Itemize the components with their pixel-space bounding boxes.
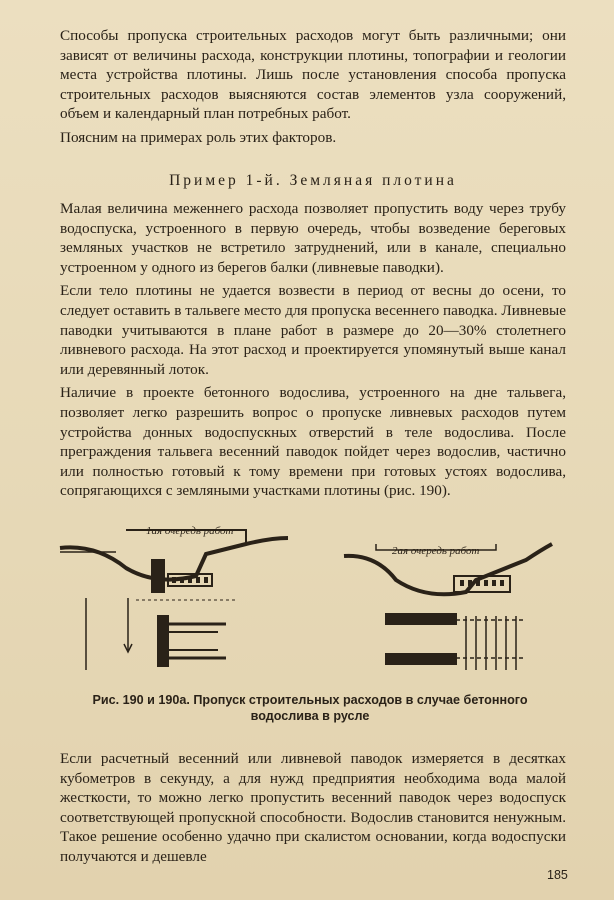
paragraph: Способы пропуска строительных расходов могут быть различными; они зависят от величины расхода, конструкции плотины, топографии и геологии места устройства плотины. Лишь после установления способа пропуска строительных расходов выясняются состав элементов узла сооружений, объем и календарный план потребных работ. [60,27,566,123]
figure-caption: Рис. 190 и 190а. Пропуск строительных расходов в случае бетонного водослива в русле [92,693,528,723]
figure-190 [56,520,556,690]
paragraph: Если тело плотины не удается возвести в период от весны до осени, то следует оставить в тальвеге место для пропуска весеннего паводка. Ливневые паводки учитываются в плане работ в размере до 20—30% столетнего ливневого расхода. На этот расход и проектируется упомянутый выше канал или деревянный лоток. [60,282,566,378]
example-text [60,199,566,505]
left-stage-label: 1ая очередь работ [146,525,234,537]
right-diagram [344,544,552,670]
page-number: 185 [547,868,568,882]
paragraph: Наличие в проекте бетонного водослива, устроенного на дне тальвега, позволяет легко разрешить вопрос о пропуске ливневых расходов путем устройства донных водоспускных отверстий в теле водослива. После преграждения тальвега весенний паводок пойдет через водослив, частично или полностью готовый к тому времени при готовых устоях водослива, сопрягающихся с земляными участками плотины (рис. 190). [60,384,566,500]
right-stage-label: 2ая очередь работ [392,545,480,557]
section-heading: Пример 1-й. Земляная плотина [169,172,457,189]
left-diagram [60,525,288,670]
intro-text [60,26,566,152]
closing-text [60,749,566,871]
paragraph: Поясним на примерах роль этих факторов. [60,128,337,146]
paragraph: Малая величина меженнего расхода позволяет пропустить воду через трубу водоспуска, устроенного в первую очередь, чтобы возведение береговых земляных участков не встретило затруднений, или в канале, специально устроенном у одного из берегов балки (ливневые паводки). [60,200,566,276]
dam-diagram [56,520,556,690]
paragraph: Если расчетный весенний или ливневой паводок измеряется в десятках кубометров в секунду, а для нужд предприятия необходима вода малой жесткости, то можно легко пропустить весенний паводок через водоспуск соответствующей пропускной способности. Водослив становится ненужным. Такое решение особенно удачно при скалистом основании, когда водоспуски получаются и дешевле [60,750,566,865]
